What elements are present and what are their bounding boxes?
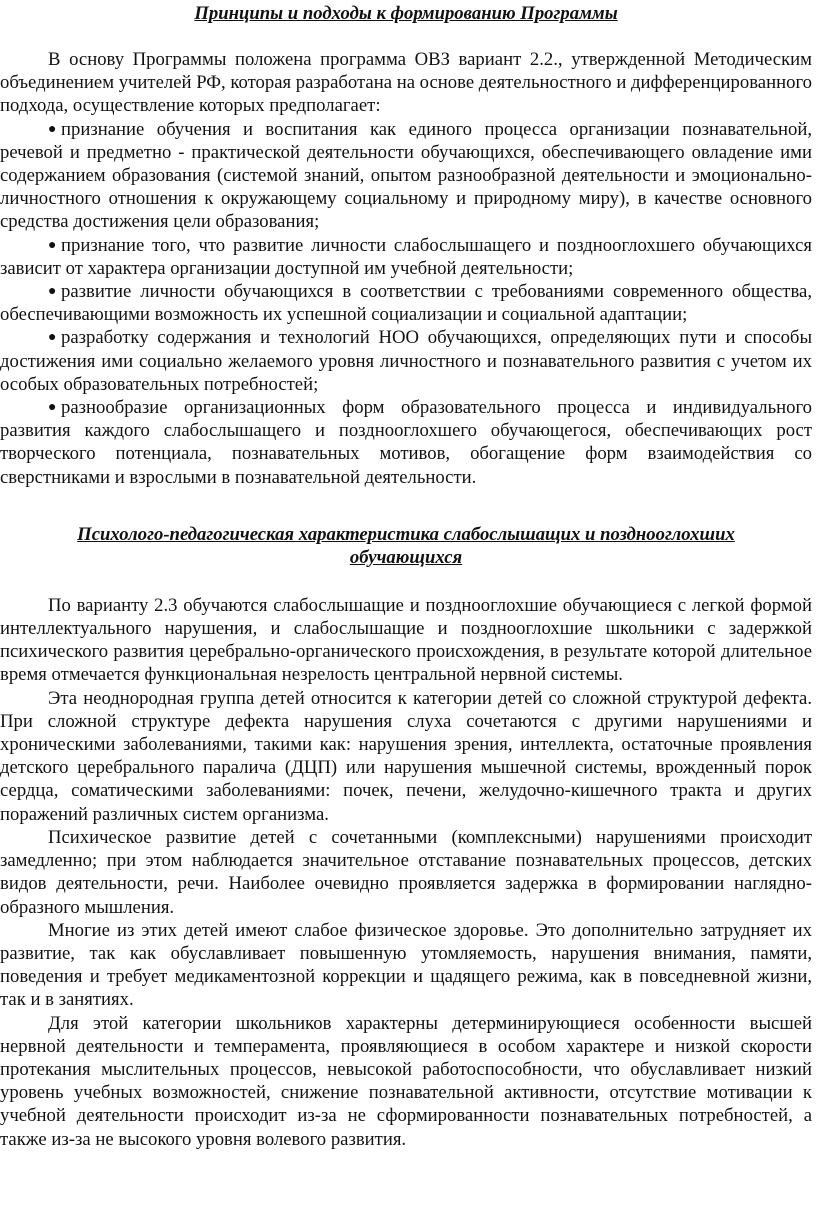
bullet-icon: ● <box>48 284 57 300</box>
section-title-characteristics: Психолого-педагогическая характеристика слабослышащих и позднооглохших обучающихся <box>77 523 735 568</box>
bullet-icon: ● <box>48 330 57 346</box>
list-item: ● признание обучения и воспитания как единого процесса организации познавательной, речевой и предметно - практической деятельности обучающихся, обеспечивающего овладение ими содержанием образования (системой знаний, опытом разнообразной деятельности и эмоционально-личностного отношения к окружающему социальному и природному миру), в качестве основного средства достижения цели образования; <box>0 118 812 233</box>
list-item: ● разработку содержания и технологий НОО обучающихся, определяющих пути и способы достижения ими социально желаемого уровня личностного и познавательного развития с учетом их особых образовательных потребностей; <box>0 327 812 395</box>
bullet-icon: ● <box>48 121 57 137</box>
paragraph: По варианту 2.3 обучаются слабослышащие и позднооглохшие обучающиеся с легкой формой интеллектуального нарушения, и слабослышащие и позднооглохшие школьники с задержкой психического развития церебрально-органического происхождения, в результате которой длительное время отмечается функциональная незрелость центральной нервной системы. <box>0 594 812 686</box>
list-item: ● признание того, что развитие личности слабослышащего и позднооглохшего обучающихся зависит от характера организации доступной им учебной деятельности; <box>0 234 812 279</box>
paragraph: Эта неоднородная группа детей относится к категории детей со сложной структурой дефекта. При сложной структуре дефекта нарушения слуха сочетаются с другими нарушениями и хроническими заболеваниями, такими как: нарушения зрения, интеллекта, остаточные проявления детского церебрального паралича (ДЦП) или нарушения мышечной системы, врожденный порок сердца, соматическими заболеваниями: почек, печени, желудочно-кишечного тракта и других поражений различных систем организма. <box>0 687 812 825</box>
characteristics-body <box>0 594 812 1151</box>
list-item: ● развитие личности обучающихся в соответствии с требованиями современного общества, обеспечивающими возможность их успешной социализации и социальной адаптации; <box>0 281 812 326</box>
bullet-icon: ● <box>48 237 57 253</box>
paragraph: Психическое развитие детей с сочетанными (комплексными) нарушениями происходит замедленно; при этом наблюдается значительное отставание познавательных процессов, детских видов деятельности, речи. Наиболее очевидно проявляется задержка в формировании наглядно-образного мышления. <box>0 826 812 918</box>
intro-paragraph: В основу Программы положена программа ОВЗ вариант 2.2., утвержденной Методическим объединением учителей РФ, которая разработана на основе деятельностного и дифференцированного подхода, осуществление которых предполагает: <box>0 49 812 117</box>
bullet-icon: ● <box>48 400 57 416</box>
paragraph: Многие из этих детей имеют слабое физическое здоровье. Это дополнительно затрудняет их развитие, так как обуславливает повышенную утомляемость, нарушения внимания, памяти, поведения и требует медикаментозной коррекции и щадящего режима, как в повседневной жизни, так и в занятиях. <box>0 919 812 1011</box>
section-title-principles: Принципы и подходы к формированию Программы <box>194 3 618 24</box>
paragraph: Для этой категории школьников характерны детерминирующиеся особенности высшей нервной деятельности и темперамента, проявляющиеся в особом характере и низкой скорости протекания мыслительных процессов, невысокой работоспособности, что обуславливает низкий уровень учебных возможностей, снижение познавательной активности, отсутствие мотивации к учебной деятельности происходит из-за не сформированности познавательных потребностей, а также из-за не высокого уровня волевого развития. <box>0 1012 812 1150</box>
principles-list <box>0 118 812 489</box>
list-item: ● разнообразие организационных форм образовательного процесса и индивидуального развития каждого слабослышащего и позднооглохшего обучающегося, обеспечивающих рост творческого потенциала, познавательных мотивов, обогащение форм взаимодействия со сверстниками и взрослыми в познавательной деятельности. <box>0 397 812 488</box>
